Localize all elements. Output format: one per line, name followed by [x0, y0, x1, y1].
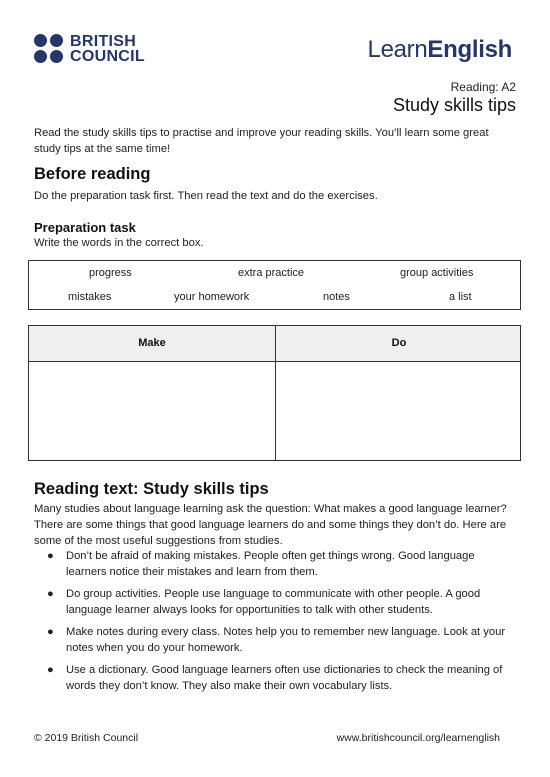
tip-text: Make notes during every class. Notes help you to remember new language. Look at your notes when you do your homework.: [66, 626, 506, 654]
tip-text: Do group activities. People use language to communicate with other people. A good language learner always looks for opportunities to talk with other students.: [66, 588, 481, 616]
word-item: mistakes: [68, 291, 112, 303]
before-reading-text: Do the preparation task first. Then read the text and do the exercises.: [34, 190, 378, 202]
logo-text: [70, 34, 145, 64]
table-header-do: Do: [391, 337, 407, 349]
british-council-logo: [34, 34, 145, 64]
before-reading-heading: Before reading: [34, 165, 151, 183]
preparation-heading: Preparation task: [34, 220, 136, 235]
table-header-make: Make: [138, 337, 166, 349]
tips-list: [34, 548, 510, 700]
brand-learn: Learn: [367, 36, 428, 63]
list-item: [34, 548, 510, 580]
bullet-icon: ●: [47, 626, 54, 638]
british-council-dots-icon: [34, 34, 64, 64]
word-item: group activities: [400, 267, 474, 279]
word-box: [28, 260, 521, 310]
brand-english: English: [427, 36, 512, 63]
logo-line-1: BRITISH: [70, 33, 137, 50]
do-answer-cell[interactable]: [276, 362, 520, 460]
reading-heading: Reading text: Study skills tips: [34, 480, 269, 498]
footer-url-link[interactable]: www.britishcouncil.org/learnenglish: [336, 732, 500, 744]
bullet-icon: ●: [47, 550, 54, 562]
footer-copyright: © 2019 British Council: [34, 732, 139, 744]
list-item: [34, 624, 510, 656]
intro-text: Read the study skills tips to practise and improve your reading skills. You’ll learn some great study tips at the same time!: [34, 127, 489, 155]
word-item: your homework: [174, 291, 250, 303]
preparation-instruction: Write the words in the correct box.: [34, 237, 204, 249]
tip-text: Don’t be afraid of making mistakes. People often get things wrong. Good language learners notice their mistakes and learn from them.: [66, 550, 475, 578]
logo-line-2: COUNCIL: [70, 48, 145, 65]
page-title: Study skills tips: [392, 95, 516, 115]
word-item: a list: [449, 291, 472, 303]
level-label: Reading: A2: [450, 80, 516, 94]
word-item: notes: [323, 291, 350, 303]
make-do-table: [28, 325, 521, 461]
bullet-icon: ●: [47, 588, 54, 600]
list-item: [34, 662, 510, 694]
tip-text: Use a dictionary. Good language learners often use dictionaries to check the meaning of words they don’t know. They also make their own vocabulary lists.: [66, 664, 503, 692]
learnenglish-logo: [368, 36, 512, 64]
bullet-icon: ●: [47, 664, 54, 676]
reading-intro-text: Many studies about language learning ask the question: What makes a good language learner? There are some things that good language learners do and some things they don’t do. Here are some of the most useful suggestions from studies.: [34, 503, 507, 547]
list-item: [34, 586, 510, 618]
make-answer-cell[interactable]: [29, 362, 275, 460]
word-item: progress: [89, 267, 132, 279]
word-item: extra practice: [238, 267, 305, 279]
